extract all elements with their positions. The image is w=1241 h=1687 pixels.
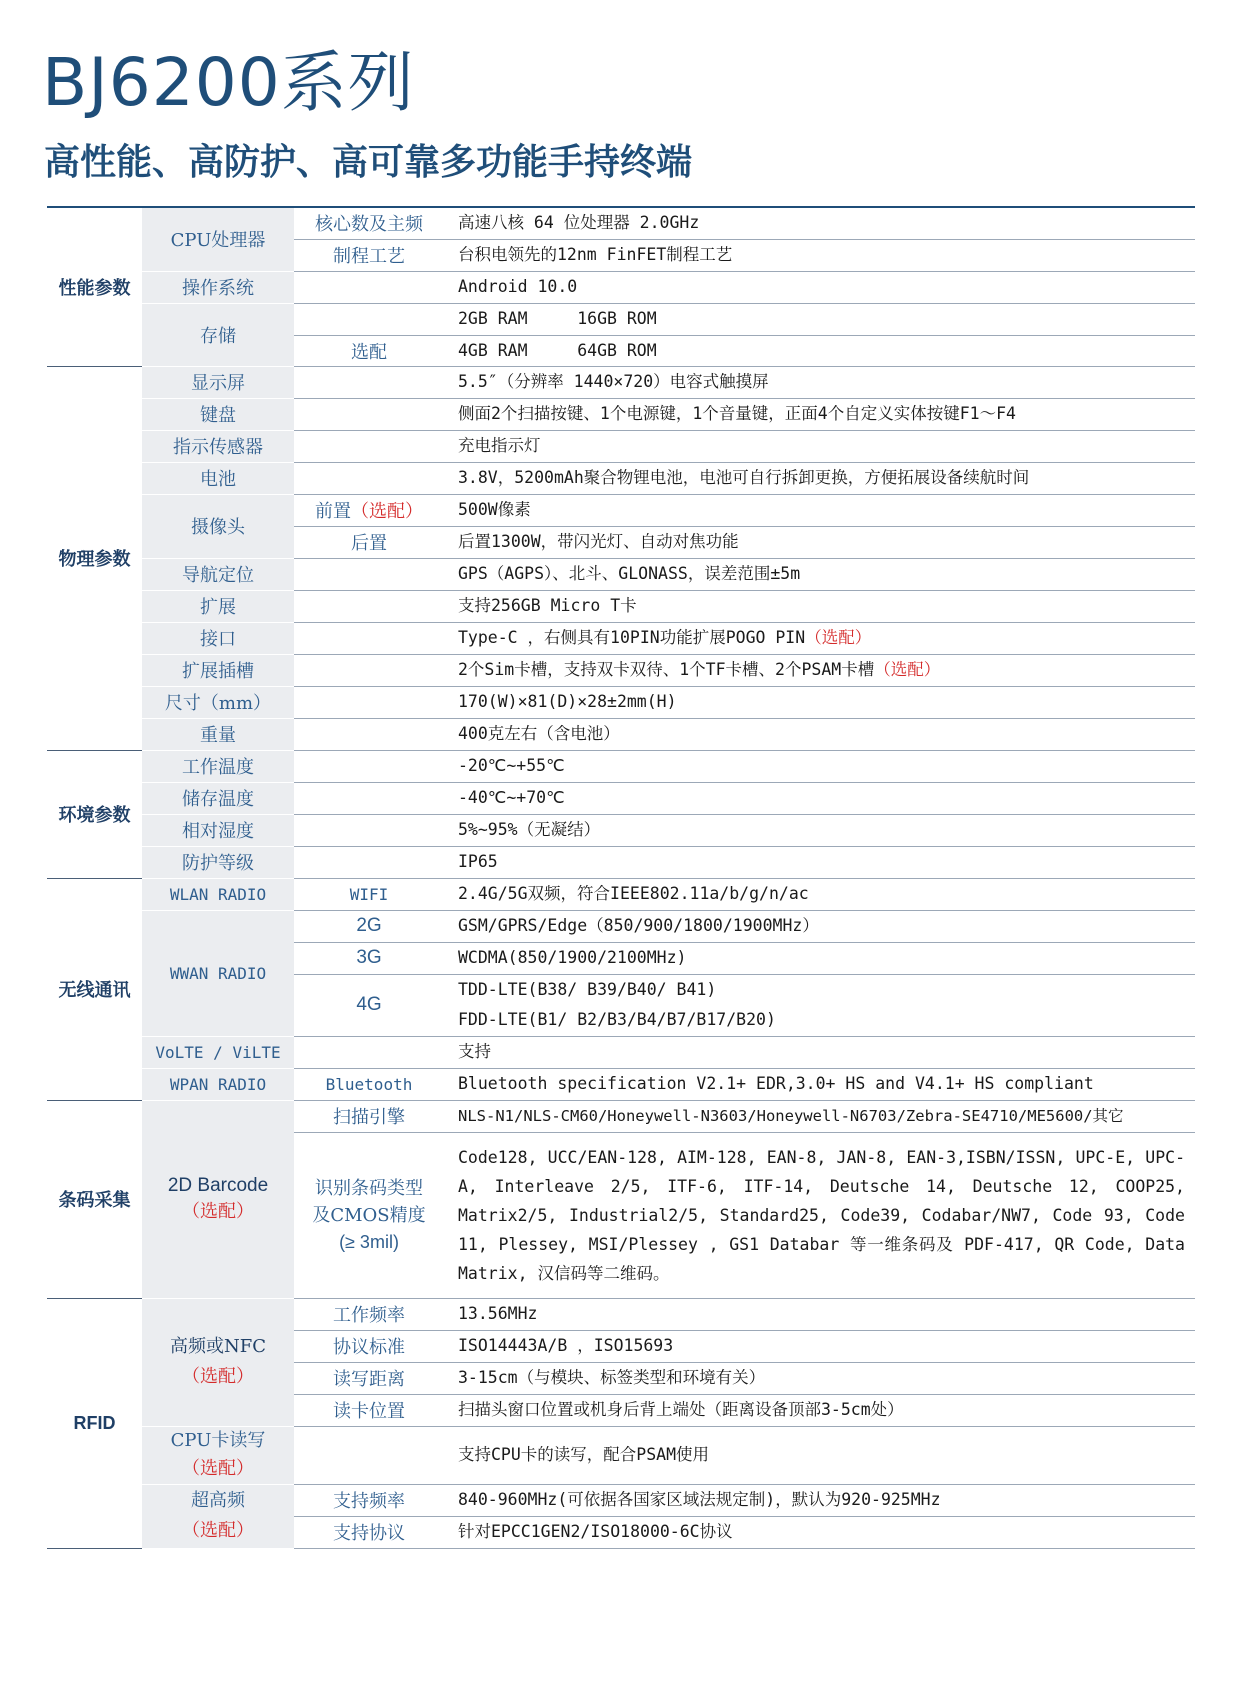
sub-empty <box>294 782 444 814</box>
table-row <box>47 622 1195 654</box>
row-label-storage: 存储 <box>142 303 294 366</box>
group-performance: 性能参数 <box>47 207 142 366</box>
value-front-camera: 500W像素 <box>444 494 1195 526</box>
row-label-cpu-card <box>142 1426 294 1484</box>
table-row <box>47 590 1195 622</box>
value-symbologies: Code128, UCC/EAN-128, AIM-128, EAN-8, JAN-8, EAN-3,ISBN/ISSN, UPC-E, UPC-A, Interleave 2/5, ITF-6, ITF-14, Deutsche 14, Deutsche 12, COOP25, Matrix2/5, Industrial2/5, Standard25, Code39, Codabar/NW7, Code 93, Code 11, Plessey, MSI/Plessey , GS1 Databar 等一维条码及 PDF-417, QR Code, Data Matrix, 汉信码等二维码。 <box>444 1132 1195 1298</box>
row-label-2d-barcode <box>142 1100 294 1298</box>
row-label-humidity: 相对湿度 <box>142 814 294 846</box>
table-row <box>47 398 1195 430</box>
value-indicator: 充电指示灯 <box>444 430 1195 462</box>
row-label-slots: 扩展插槽 <box>142 654 294 686</box>
group-physical: 物理参数 <box>47 366 142 750</box>
value-hf-pos: 扫描头窗口位置或机身后背上端处（距离设备顶部3-5cm处） <box>444 1394 1195 1426</box>
row-label-volte: VoLTE / ViLTE <box>142 1036 294 1068</box>
group-environment: 环境参数 <box>47 750 142 878</box>
value-navigation: GPS（AGPS）、北斗、GLONASS，误差范围±5m <box>444 558 1195 590</box>
table-row <box>47 271 1195 303</box>
optional-tag: （选配） <box>805 628 872 647</box>
table-row <box>47 462 1195 494</box>
optional-tag: （选配） <box>182 1366 254 1387</box>
table-row <box>47 1036 1195 1068</box>
table-row <box>47 1426 1195 1484</box>
sub-empty <box>294 366 444 398</box>
row-label-size: 尺寸（mm） <box>142 686 294 718</box>
sub-label-process: 制程工艺 <box>294 239 444 271</box>
row-label-hf-nfc <box>142 1298 294 1426</box>
group-barcode: 条码采集 <box>47 1100 142 1298</box>
sub-label-bluetooth: Bluetooth <box>294 1068 444 1100</box>
sub-empty <box>294 271 444 303</box>
value-expansion: 支持256GB Micro T卡 <box>444 590 1195 622</box>
value-wlan: 2.4G/5G双频，符合IEEE802.11a/b/g/n/ac <box>444 878 1195 910</box>
table-row <box>47 303 1195 335</box>
sub-label-wifi: WIFI <box>294 878 444 910</box>
value-interface <box>444 622 1195 654</box>
value-weight: 400克左右（含电池） <box>444 718 1195 750</box>
sub-label-hf-dist: 读写距离 <box>294 1362 444 1394</box>
row-label-camera: 摄像头 <box>142 494 294 558</box>
sub-empty <box>294 750 444 782</box>
sub-label-rear-camera: 后置 <box>294 526 444 558</box>
sub-label-uhf-proto: 支持协议 <box>294 1516 444 1548</box>
sub-empty <box>294 558 444 590</box>
sub-label-hf-pos: 读卡位置 <box>294 1394 444 1426</box>
spec-table <box>47 206 1195 1549</box>
table-row <box>47 207 1195 239</box>
sub-empty <box>294 1036 444 1068</box>
optional-tag: （选配） <box>351 501 423 522</box>
sub-label-engine: 扫描引擎 <box>294 1100 444 1132</box>
row-label-battery: 电池 <box>142 462 294 494</box>
table-row <box>47 910 1195 942</box>
table-row <box>47 846 1195 878</box>
sub-empty <box>294 590 444 622</box>
page-subtitle: 高性能、高防护、高可靠多功能手持终端 <box>44 142 693 183</box>
row-label-wwan: WWAN RADIO <box>142 910 294 1036</box>
value-storage-temp: -40℃~+70℃ <box>444 782 1195 814</box>
value-uhf-proto: 针对EPCC1GEN2/ISO18000-6C协议 <box>444 1516 1195 1548</box>
interface-text: Type-C ，右侧具有10PIN功能扩展POGO PIN <box>458 628 806 647</box>
value-work-temp: -20℃~+55℃ <box>444 750 1195 782</box>
row-label-expansion: 扩展 <box>142 590 294 622</box>
sub-empty <box>294 303 444 335</box>
table-row <box>47 782 1195 814</box>
row-label-wlan: WLAN RADIO <box>142 878 294 910</box>
value-engine: NLS-N1/NLS-CM60/Honeywell-N3603/Honeywell-N6703/Zebra-SE4710/ME5600/其它 <box>444 1100 1195 1132</box>
table-row <box>47 878 1195 910</box>
value-4g-tdd: TDD-LTE(B38/ B39/B40/ B41) <box>458 979 717 999</box>
value-cores: 高速八核 64 位处理器 2.0GHz <box>444 207 1195 239</box>
table-row <box>47 1484 1195 1516</box>
sub-empty <box>294 398 444 430</box>
table-row <box>47 494 1195 526</box>
row-label-protection: 防护等级 <box>142 846 294 878</box>
value-humidity: 5%~95%（无凝结） <box>444 814 1195 846</box>
sub-empty <box>294 718 444 750</box>
value-cpu-card: 支持CPU卡的读写，配合PSAM使用 <box>444 1426 1195 1484</box>
table-row <box>47 750 1195 782</box>
front-label: 前置 <box>315 501 351 522</box>
row-label-cpu: CPU处理器 <box>142 207 294 271</box>
symb-label-line1: 识别条码类型 <box>315 1177 423 1199</box>
row-label-weight: 重量 <box>142 718 294 750</box>
slots-text: 2个Sim卡槽，支持双卡双待、1个TF卡槽、2个PSAM卡槽 <box>458 660 875 679</box>
value-protection: IP65 <box>444 846 1195 878</box>
table-row <box>47 430 1195 462</box>
value-2g: GSM/GPRS/Edge（850/900/1800/1900MHz） <box>444 910 1195 942</box>
page-title: BJ6200系列 <box>42 44 415 121</box>
sub-empty <box>294 1426 444 1484</box>
value-os: Android 10.0 <box>444 271 1195 303</box>
sub-empty <box>294 462 444 494</box>
cpu-card-label: CPU卡读写 <box>170 1430 266 1451</box>
table-row <box>47 1298 1195 1330</box>
value-battery: 3.8V，5200mAh聚合物锂电池，电池可自行拆卸更换，方便拓展设备续航时间 <box>444 462 1195 494</box>
value-slots <box>444 654 1195 686</box>
table-row <box>47 686 1195 718</box>
table-row <box>47 366 1195 398</box>
sub-empty <box>294 430 444 462</box>
row-label-wpan: WPAN RADIO <box>142 1068 294 1100</box>
row-label-display: 显示屏 <box>142 366 294 398</box>
value-rear-camera: 后置1300W，带闪光灯、自动对焦功能 <box>444 526 1195 558</box>
value-3g: WCDMA(850/1900/2100MHz) <box>444 942 1195 974</box>
value-4g-fdd: FDD-LTE(B1/ B2/B3/B4/B7/B17/B20) <box>444 1005 1195 1036</box>
sub-empty <box>294 846 444 878</box>
group-rfid: RFID <box>47 1298 142 1548</box>
value-storage-1: 2GB RAM 16GB ROM <box>444 303 1195 335</box>
optional-tag: （选配） <box>182 1458 254 1479</box>
group-wireless: 无线通讯 <box>47 878 142 1100</box>
value-storage-2: 4GB RAM 64GB ROM <box>444 335 1195 366</box>
sub-empty <box>294 622 444 654</box>
sub-empty <box>294 814 444 846</box>
table-row <box>47 1100 1195 1132</box>
sub-label-2g: 2G <box>294 910 444 942</box>
sub-label-hf-proto: 协议标准 <box>294 1330 444 1362</box>
sub-label-symbologies <box>294 1132 444 1298</box>
sub-empty <box>294 686 444 718</box>
sub-label-cores: 核心数及主频 <box>294 207 444 239</box>
barcode-label: 2D Barcode <box>167 1175 269 1196</box>
row-label-storage-temp: 储存温度 <box>142 782 294 814</box>
symb-label-line3: (≥ 3mil) <box>339 1231 399 1252</box>
value-volte: 支持 <box>444 1036 1195 1068</box>
table-row <box>47 718 1195 750</box>
uhf-label: 超高频 <box>191 1490 245 1511</box>
value-hf-dist: 3-15cm（与模块、标签类型和环境有关） <box>444 1362 1195 1394</box>
row-label-keyboard: 键盘 <box>142 398 294 430</box>
value-size: 170(W)×81(D)×28±2mm(H) <box>444 686 1195 718</box>
sub-empty <box>294 654 444 686</box>
table-row <box>47 654 1195 686</box>
value-display: 5.5″（分辨率 1440×720）电容式触摸屏 <box>444 366 1195 398</box>
value-wpan: Bluetooth specification V2.1+ EDR,3.0+ HS and V4.1+ HS compliant <box>444 1068 1195 1100</box>
hf-nfc-label: 高频或NFC <box>169 1336 266 1357</box>
optional-tag: （选配） <box>182 1201 254 1222</box>
table-row <box>47 558 1195 590</box>
sub-label-4g: 4G <box>294 974 444 1036</box>
value-hf-freq: 13.56MHz <box>444 1298 1195 1330</box>
symb-label-line2: 及CMOS精度 <box>312 1204 426 1226</box>
row-label-navigation: 导航定位 <box>142 558 294 590</box>
row-label-uhf <box>142 1484 294 1548</box>
value-hf-proto: ISO14443A/B ，ISO15693 <box>444 1330 1195 1362</box>
row-label-work-temp: 工作温度 <box>142 750 294 782</box>
table-row <box>47 1068 1195 1100</box>
sub-label-front-camera <box>294 494 444 526</box>
row-label-indicator: 指示传感器 <box>142 430 294 462</box>
value-uhf-freq: 840-960MHz(可依据各国家区域法规定制)，默认为920-925MHz <box>444 1484 1195 1516</box>
table-row <box>47 814 1195 846</box>
sub-label-hf-freq: 工作频率 <box>294 1298 444 1330</box>
sub-label-3g: 3G <box>294 942 444 974</box>
row-label-interface: 接口 <box>142 622 294 654</box>
value-process: 台积电领先的12nm FinFET制程工艺 <box>444 239 1195 271</box>
optional-tag: （选配） <box>874 660 941 679</box>
sub-label-uhf-freq: 支持频率 <box>294 1484 444 1516</box>
row-label-os: 操作系统 <box>142 271 294 303</box>
sub-label-storage-optional: 选配 <box>294 335 444 366</box>
value-keyboard: 侧面2个扫描按键、1个电源键，1个音量键，正面4个自定义实体按键F1～F4 <box>444 398 1195 430</box>
optional-tag: （选配） <box>182 1520 254 1541</box>
